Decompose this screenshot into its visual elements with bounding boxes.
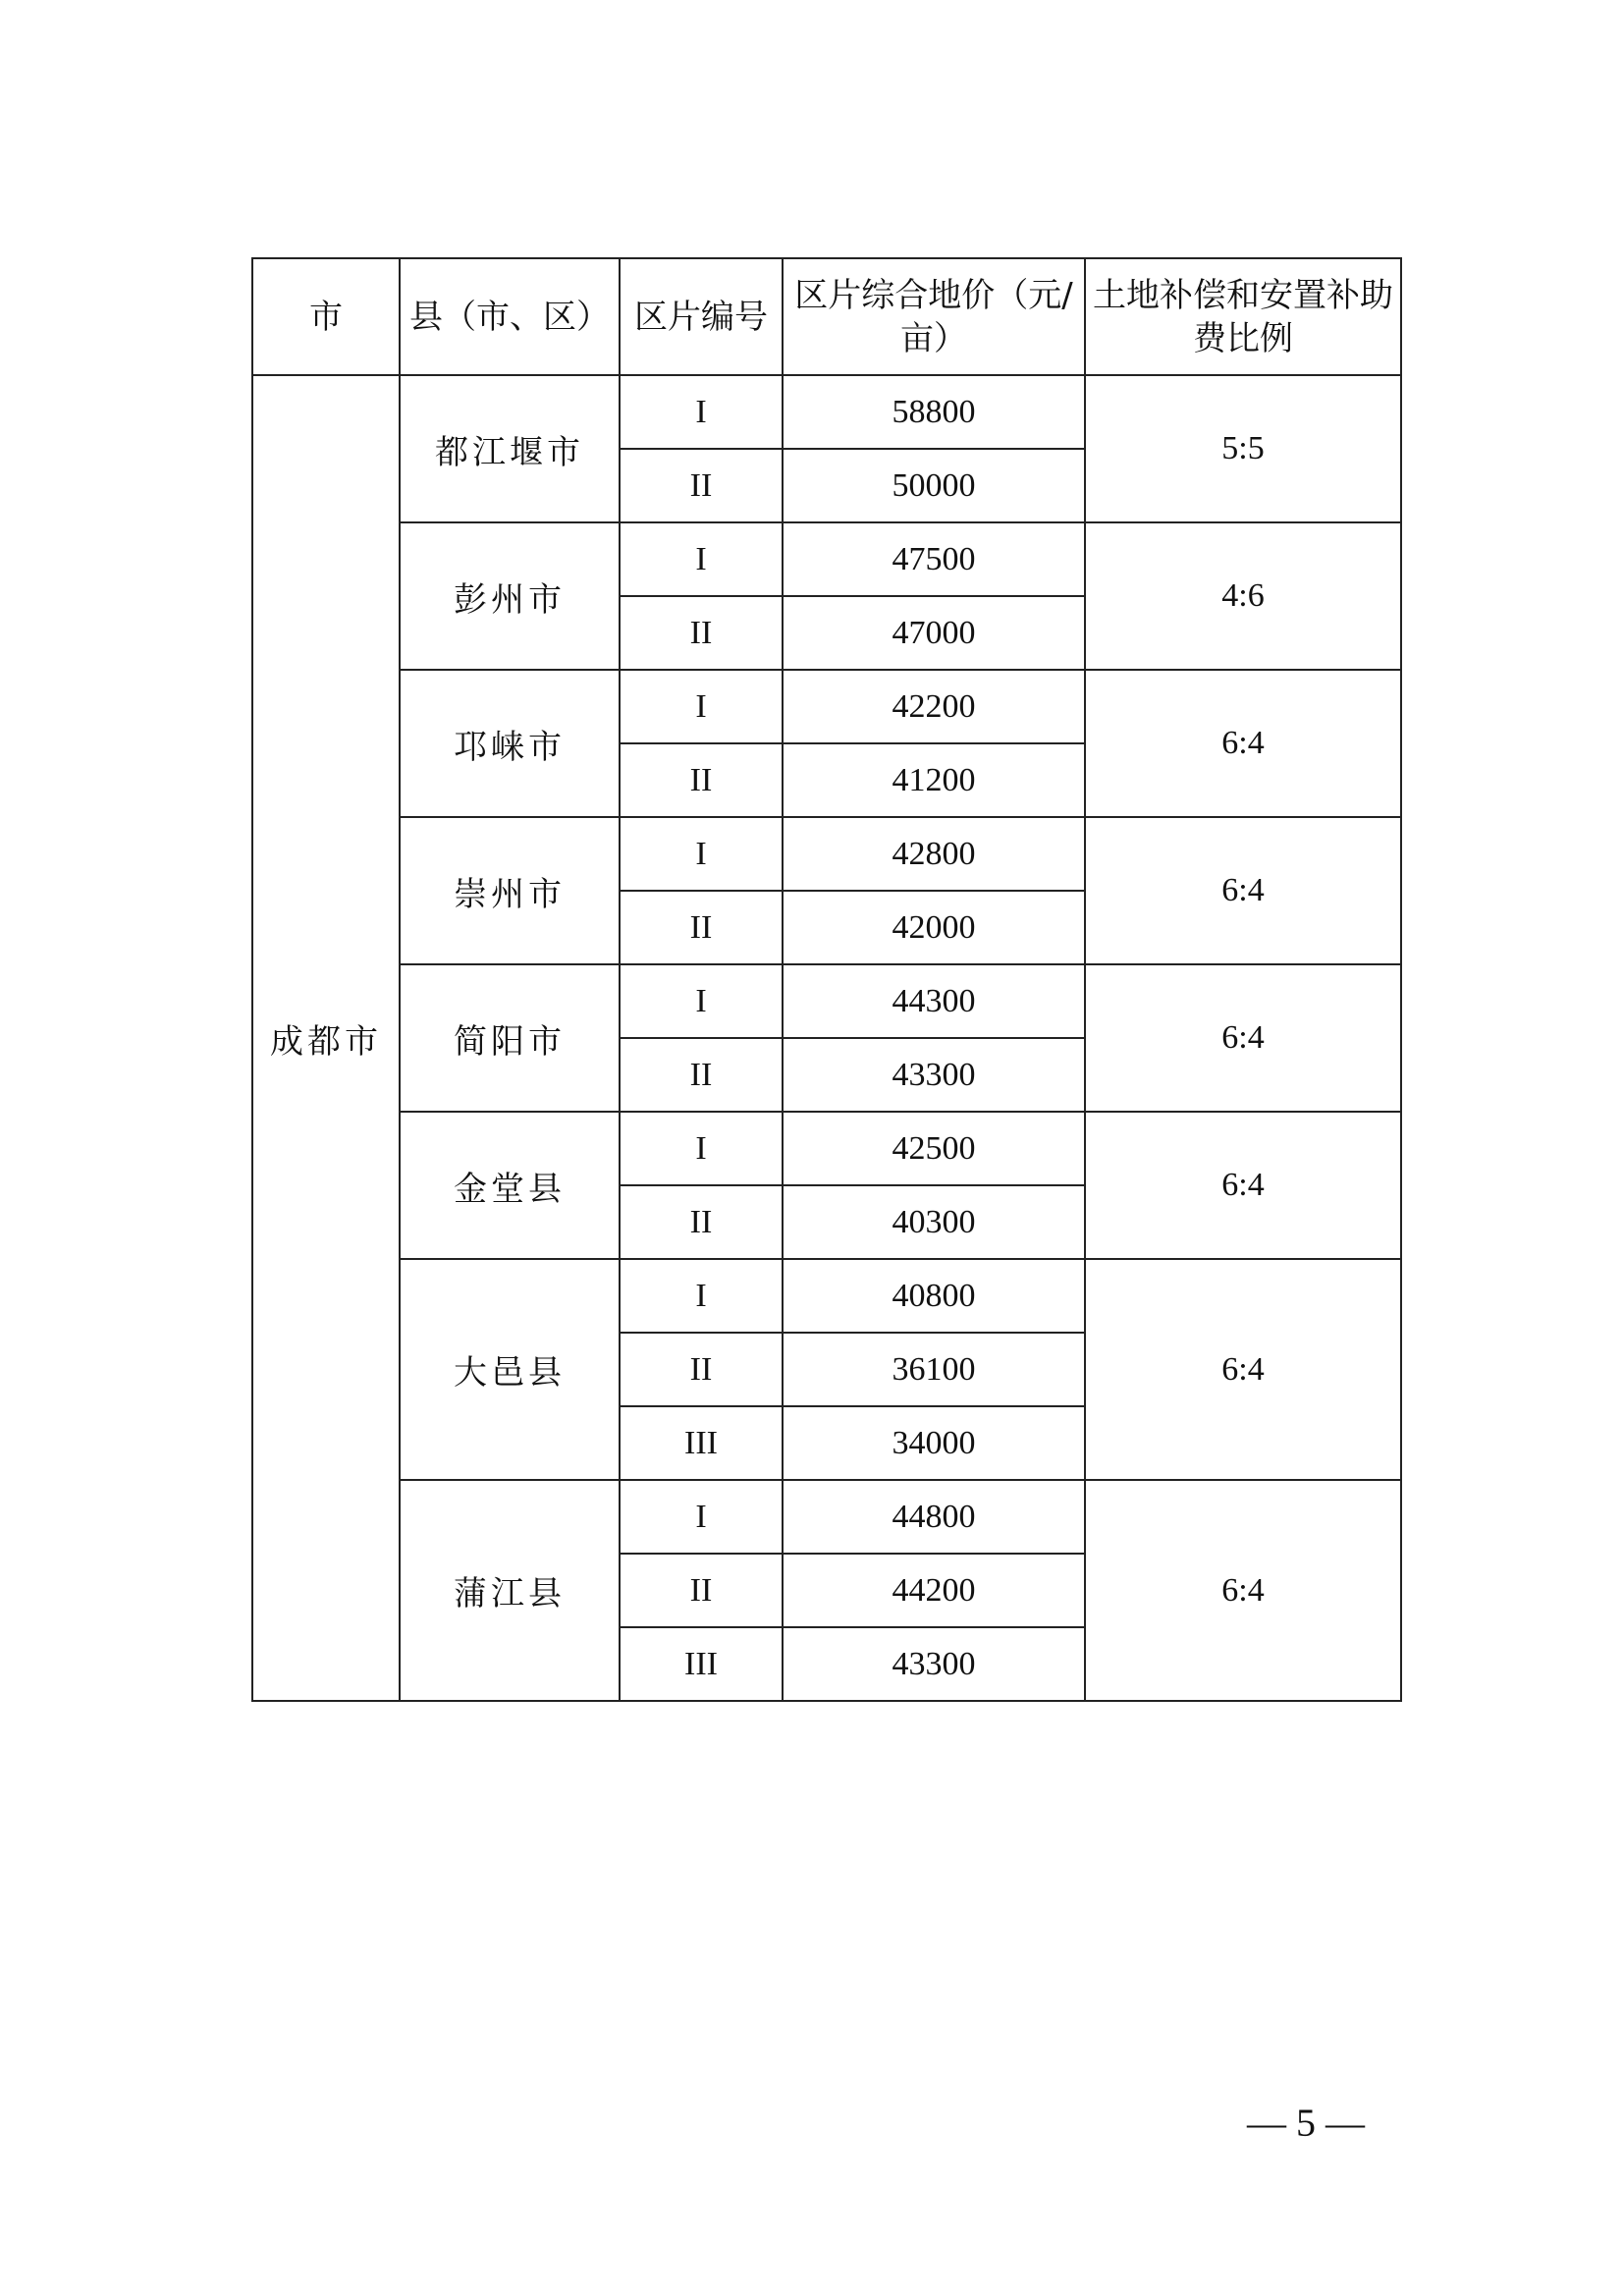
compensation-ratio-cell: 6:4 <box>1085 670 1401 817</box>
header-zone-number: 区片编号 <box>620 258 783 375</box>
land-price-cell: 36100 <box>783 1333 1085 1406</box>
table-row <box>252 1112 1401 1185</box>
zone-number-cell: I <box>620 1112 783 1185</box>
table-row <box>252 375 1401 449</box>
compensation-ratio-cell: 6:4 <box>1085 1112 1401 1259</box>
zone-number-cell: II <box>620 449 783 522</box>
land-price-table <box>251 257 1402 1702</box>
page-number: — 5 — <box>1247 2101 1365 2145</box>
land-price-cell: 42000 <box>783 891 1085 964</box>
county-cell: 崇州市 <box>400 817 620 964</box>
county-cell: 都江堰市 <box>400 375 620 522</box>
zone-number-cell: II <box>620 1038 783 1112</box>
zone-number-cell: I <box>620 670 783 743</box>
table-row <box>252 817 1401 891</box>
table-row <box>252 670 1401 743</box>
zone-number-cell: I <box>620 375 783 449</box>
zone-number-cell: I <box>620 817 783 891</box>
land-price-cell: 42500 <box>783 1112 1085 1185</box>
land-price-cell: 47000 <box>783 596 1085 670</box>
land-price-cell: 34000 <box>783 1406 1085 1480</box>
land-price-cell: 43300 <box>783 1627 1085 1701</box>
land-price-cell: 47500 <box>783 522 1085 596</box>
county-cell: 简阳市 <box>400 964 620 1112</box>
zone-number-cell: II <box>620 891 783 964</box>
land-price-cell: 40800 <box>783 1259 1085 1333</box>
compensation-ratio-cell: 6:4 <box>1085 964 1401 1112</box>
zone-number-cell: III <box>620 1406 783 1480</box>
zone-number-cell: II <box>620 1554 783 1627</box>
compensation-ratio-cell: 6:4 <box>1085 817 1401 964</box>
zone-number-cell: II <box>620 596 783 670</box>
land-price-cell: 44300 <box>783 964 1085 1038</box>
land-price-cell: 43300 <box>783 1038 1085 1112</box>
county-cell: 蒲江县 <box>400 1480 620 1701</box>
compensation-ratio-cell: 4:6 <box>1085 522 1401 670</box>
land-price-cell: 50000 <box>783 449 1085 522</box>
zone-number-cell: II <box>620 1333 783 1406</box>
land-price-cell: 40300 <box>783 1185 1085 1259</box>
table-row <box>252 1480 1401 1554</box>
county-cell: 彭州市 <box>400 522 620 670</box>
zone-number-cell: III <box>620 1627 783 1701</box>
land-price-cell: 58800 <box>783 375 1085 449</box>
table-body <box>252 375 1401 1701</box>
land-price-cell: 41200 <box>783 743 1085 817</box>
county-cell: 金堂县 <box>400 1112 620 1259</box>
header-compensation-ratio: 土地补偿和安置补助费比例 <box>1085 258 1401 375</box>
table-header-row <box>252 258 1401 375</box>
compensation-ratio-cell: 6:4 <box>1085 1480 1401 1701</box>
zone-number-cell: II <box>620 743 783 817</box>
header-city: 市 <box>252 258 400 375</box>
header-zone-land-price: 区片综合地价（元/亩） <box>783 258 1085 375</box>
compensation-ratio-cell: 5:5 <box>1085 375 1401 522</box>
zone-number-cell: I <box>620 1259 783 1333</box>
zone-number-cell: I <box>620 1480 783 1554</box>
county-cell: 邛崃市 <box>400 670 620 817</box>
county-cell: 大邑县 <box>400 1259 620 1480</box>
table-row <box>252 1259 1401 1333</box>
header-county: 县（市、区） <box>400 258 620 375</box>
land-price-cell: 42800 <box>783 817 1085 891</box>
zone-number-cell: I <box>620 522 783 596</box>
land-price-cell: 44200 <box>783 1554 1085 1627</box>
table-row <box>252 964 1401 1038</box>
land-price-cell: 44800 <box>783 1480 1085 1554</box>
zone-number-cell: II <box>620 1185 783 1259</box>
compensation-ratio-cell: 6:4 <box>1085 1259 1401 1480</box>
table-row <box>252 522 1401 596</box>
land-price-cell: 42200 <box>783 670 1085 743</box>
city-cell: 成都市 <box>252 375 400 1701</box>
zone-number-cell: I <box>620 964 783 1038</box>
